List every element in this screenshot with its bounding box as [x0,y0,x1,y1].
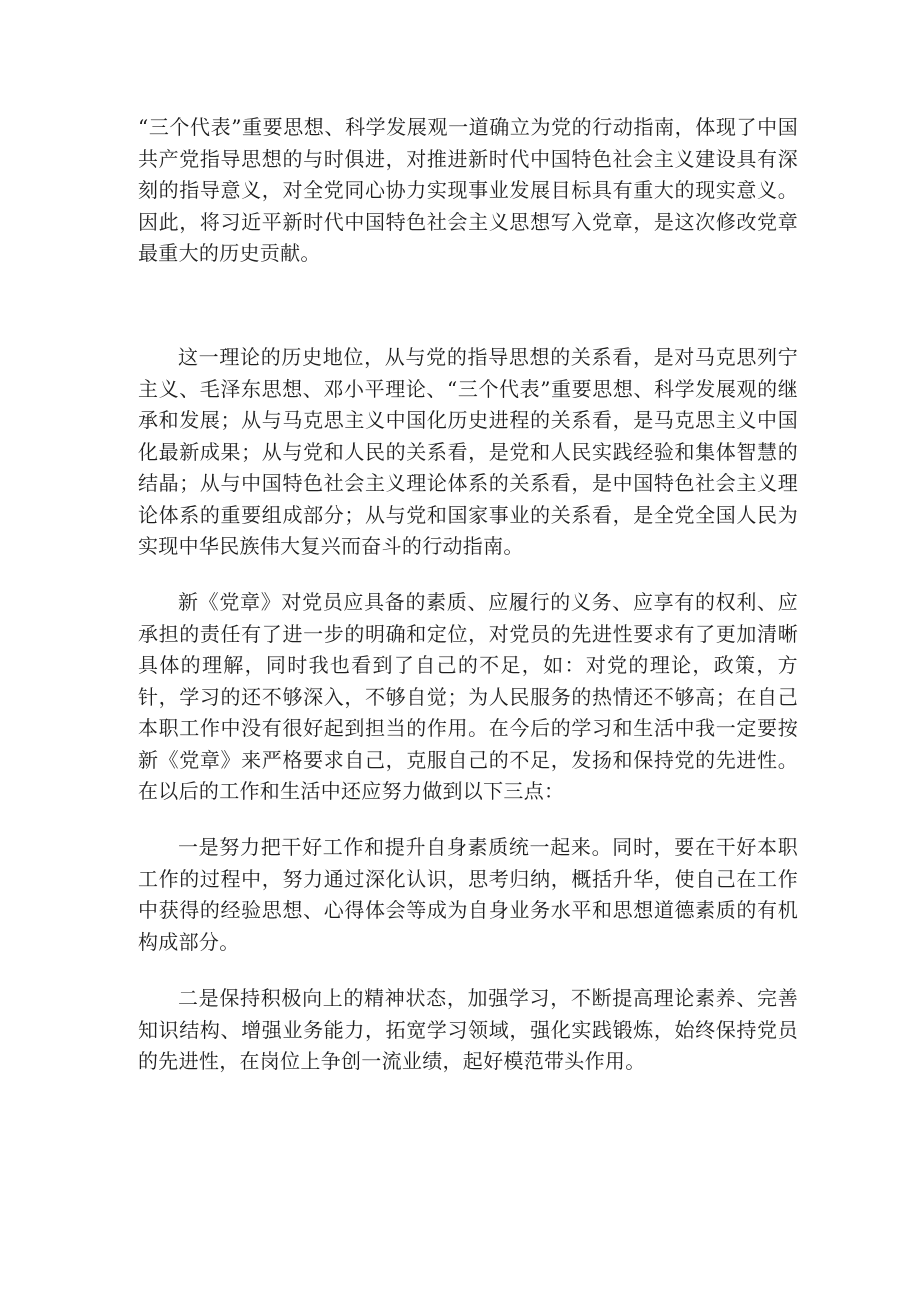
paragraph-historical-status: 这一理论的历史地位，从与党的指导思想的关系看，是对马克思列宁主义、毛泽东思想、邓小平理论、“三个代表”重要思想、科学发展观的继承和发展；从与马克思主义中国化历史进程的关系看，是马克思主义中国化最新成果；从与党和人民的关系看，是党和人民实践经验和集体智慧的结晶；从与中国特色社会主义理论体系的关系看，是中国特色社会主义理论体系的重要组成部分；从与党和国家事业的关系看，是全党全国人民为实现中华民族伟大复兴而奋斗的行动指南。 [138,345,798,558]
paragraph-significance: “三个代表”重要思想、科学发展观一道确立为党的行动指南，体现了中国共产党指导思想的与时俱进，对推进新时代中国特色社会主义建设具有深刻的指导意义，对全党同心协力实现事业发展目标具有重大的现实意义。因此，将习近平新时代中国特色社会主义思想写入党章，是这次修改党章最重大的历史贡献。 [138,115,798,265]
paragraph-point-one: 一是努力把干好工作和提升自身素质统一起来。同时，要在干好本职工作的过程中，努力通过深化认识，思考归纳，概括升华，使自己在工作中获得的经验思想、心得体会等成为自身业务水平和思想道德素质的有机构成部分。 [138,835,798,954]
paragraph-point-two: 二是保持积极向上的精神状态，加强学习，不断提高理论素养、完善知识结构、增强业务能力，拓宽学习领域，强化实践锻炼，始终保持党员的先进性，在岗位上争创一流业绩，起好模范带头作用。 [138,986,798,1073]
paragraph-party-constitution: 新《党章》对党员应具备的素质、应履行的义务、应享有的权利、应承担的责任有了进一步的明确和定位，对党员的先进性要求有了更加清晰具体的理解，同时我也看到了自己的不足，如：对党的理论，政策，方针，学习的还不够深入，不够自觉；为人民服务的热情还不够高；在自己本职工作中没有很好起到担当的作用。在今后的学习和生活中我一定要按新《党章》来严格要求自己，克服自己的不足，发扬和保持党的先进性。在以后的工作和生活中还应努力做到以下三点： [138,590,798,803]
